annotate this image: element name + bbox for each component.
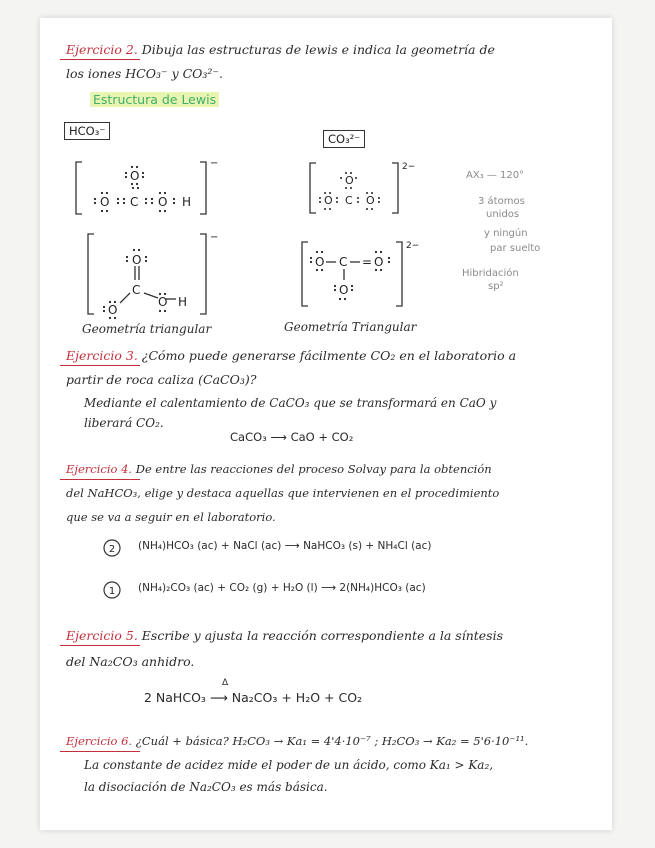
co3b-o-bottom: O bbox=[339, 283, 349, 297]
note-atoms-4: par suelto bbox=[490, 243, 541, 254]
ex5-underline bbox=[60, 645, 140, 646]
note-atoms-3: y ningún bbox=[484, 228, 528, 239]
hco3a-c: C bbox=[130, 195, 139, 209]
ex3-text2: partir de roca caliza (CaCO₃)? bbox=[66, 372, 257, 387]
ex5-label: Ejercicio 5. bbox=[66, 628, 138, 643]
ex4-label: Ejercicio 4. bbox=[66, 462, 133, 476]
ex3-label: Ejercicio 3. bbox=[66, 348, 138, 363]
ex6-text3: la disociación de Na₂CO₃ es más básica. bbox=[84, 780, 328, 794]
hco3-charge-top: − bbox=[210, 158, 219, 169]
ex4-num-1: 1 bbox=[108, 586, 116, 597]
ex3-reaction: CaCO₃ ⟶ CaO + CO₂ bbox=[230, 430, 354, 444]
co3b-o-right: O bbox=[374, 255, 384, 269]
hco3a-o-top: O bbox=[130, 169, 140, 183]
ex5-text2: del Na₂CO₃ anhidro. bbox=[66, 654, 195, 669]
note-atoms-2: unidos bbox=[486, 209, 520, 220]
ex6-underline bbox=[60, 751, 140, 752]
ex4-line1 bbox=[66, 462, 492, 476]
note-ax3: AX₃ — 120° bbox=[466, 170, 525, 181]
ex5-text1: Escribe y ajusta la reacción correspondiente a la síntesis bbox=[141, 628, 504, 643]
ex2-text2: los iones HCO₃⁻ y CO₃²⁻. bbox=[66, 66, 224, 81]
co3b-eq: = bbox=[362, 255, 373, 269]
ex3-text1: ¿Cómo puede generarse fácilmente CO₂ en el laboratorio a bbox=[141, 348, 517, 363]
co3-charge-top: 2− bbox=[402, 162, 416, 172]
ex4-circle-1 bbox=[100, 578, 124, 602]
ex3-answer2: liberará CO₂. bbox=[84, 416, 164, 430]
hco3a-o-right: O bbox=[158, 195, 168, 209]
co3-box: CO₃²⁻ bbox=[323, 130, 365, 148]
hco3b-o-right: O bbox=[158, 295, 168, 309]
hco3a-h: H bbox=[182, 195, 192, 209]
hco3b-o-left: O bbox=[108, 303, 118, 317]
co3a-o-right: O bbox=[366, 194, 375, 207]
ex6-label: Ejercicio 6. bbox=[66, 734, 133, 748]
note-hyb-2: sp² bbox=[488, 281, 504, 292]
ex4-underline bbox=[60, 479, 140, 480]
geometry-right: Geometría Triangular bbox=[284, 320, 417, 334]
co3b-c: C bbox=[339, 255, 348, 269]
ex4-circle-2 bbox=[100, 536, 124, 560]
co3a-o-left: O bbox=[324, 194, 333, 207]
ex4-text1: De entre las reacciones del proceso Solvay para la obtención bbox=[135, 462, 492, 476]
ex5-reaction: 2 NaHCO₃ ⟶ Na₂CO₃ + H₂O + CO₂ bbox=[144, 690, 363, 705]
notebook-page bbox=[40, 18, 612, 830]
lewis-structures bbox=[40, 18, 612, 348]
note-hyb-1: Hibridación bbox=[462, 268, 519, 279]
ex4-num-2: 2 bbox=[108, 544, 116, 555]
ex3-underline bbox=[60, 365, 140, 366]
hco3a-o-left: O bbox=[100, 195, 110, 209]
ex4-text2: del NaHCO₃, elige y destaca aquellas que intervienen en el procedimiento bbox=[66, 486, 500, 500]
ex4-reaction-2: (NH₄)HCO₃ (ac) + NaCl (ac) ⟶ NaHCO₃ (s) + NH₄Cl (ac) bbox=[138, 540, 432, 552]
ex6-line1 bbox=[66, 734, 528, 748]
ex3-line1 bbox=[66, 348, 516, 363]
ex2-text1: Dibuja las estructuras de lewis e indica la geometría de bbox=[141, 42, 495, 57]
hco3b-h: H bbox=[178, 295, 188, 309]
ex5-delta: Δ bbox=[222, 678, 229, 688]
ex6-text2: La constante de acidez mide el poder de un ácido, como Ka₁ > Ka₂, bbox=[84, 758, 494, 772]
ex2-label: Ejercicio 2. bbox=[66, 42, 138, 57]
note-atoms-1: 3 átomos bbox=[478, 196, 525, 207]
co3b-o-left: O bbox=[315, 255, 325, 269]
hco3b-o-top: O bbox=[132, 253, 142, 267]
co3a-o-top: O bbox=[345, 174, 354, 187]
ex6-text1: ¿Cuál + básica? H₂CO₃ → Ka₁ = 4'4·10⁻⁷ ; H₂CO₃ → Ka₂ = 5'6·10⁻¹¹. bbox=[135, 734, 529, 748]
ex4-text3: que se va a seguir en el laboratorio. bbox=[66, 510, 276, 524]
lewis-heading-text: Estructura de Lewis bbox=[90, 92, 219, 107]
geometry-left: Geometría triangular bbox=[82, 322, 212, 336]
hco3-box: HCO₃⁻ bbox=[64, 122, 110, 140]
co3a-c: C bbox=[345, 194, 353, 207]
ex3-answer1: Mediante el calentamiento de CaCO₃ que se transformará en CaO y bbox=[84, 396, 497, 410]
hco3b-c: C bbox=[132, 283, 141, 297]
co3-charge-bottom: 2− bbox=[406, 241, 420, 251]
ex5-line1 bbox=[66, 628, 503, 643]
hco3-charge-bottom: − bbox=[210, 232, 219, 243]
ex4-reaction-1: (NH₄)₂CO₃ (ac) + CO₂ (g) + H₂O (l) ⟶ 2(NH₄)HCO₃ (ac) bbox=[138, 582, 426, 594]
